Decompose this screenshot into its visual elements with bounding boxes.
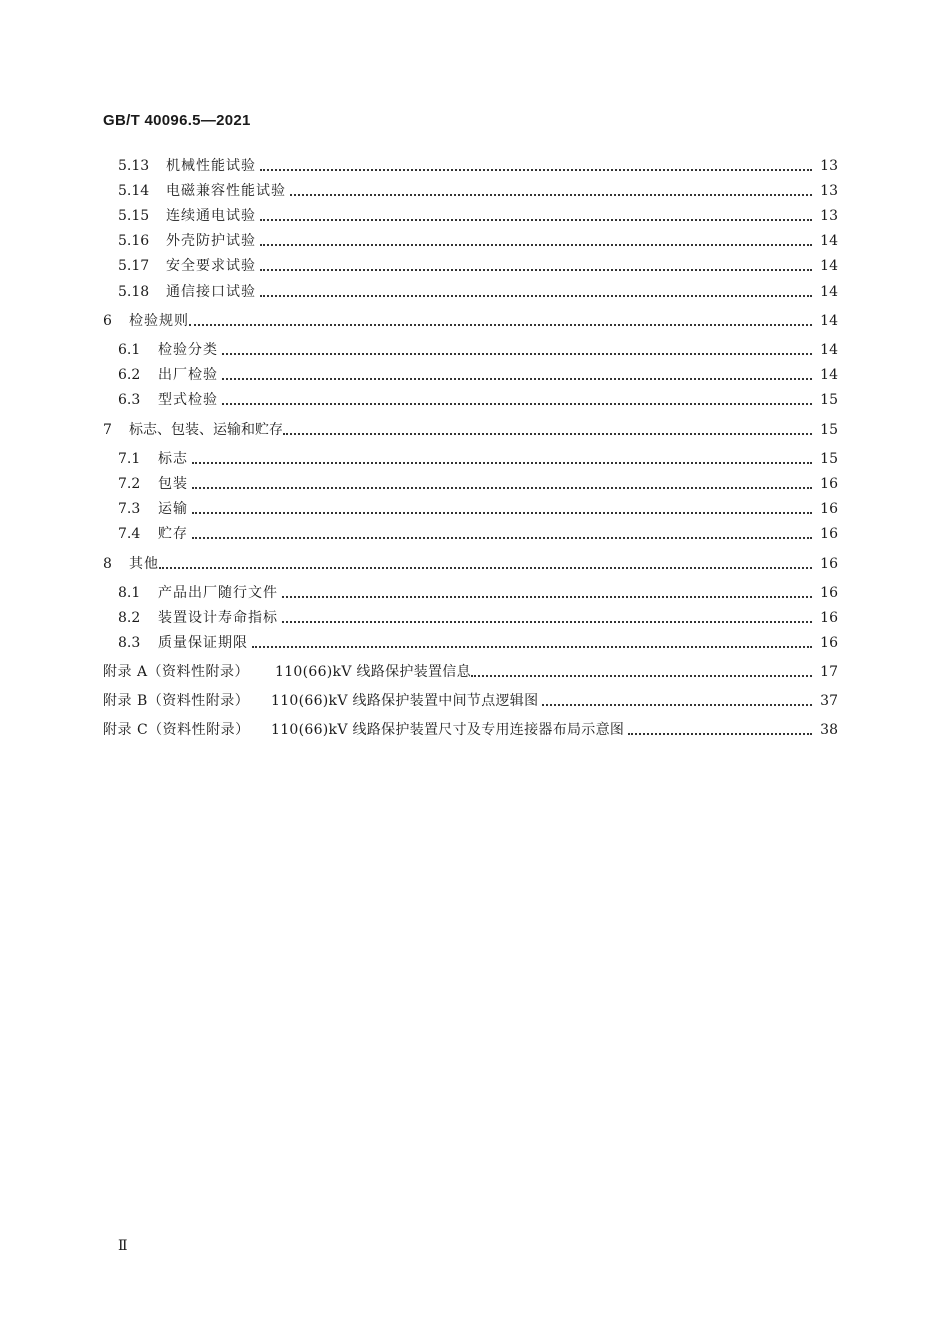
- toc-leader-dots: [192, 462, 812, 464]
- toc-entry-page: 15: [820, 422, 838, 438]
- toc-entry-page: 14: [820, 342, 838, 358]
- toc-leader-dots: [192, 537, 812, 539]
- toc-entry-page: 16: [820, 476, 838, 492]
- toc-entry-number: 7.4: [118, 526, 141, 542]
- toc-entry-number: 7: [103, 422, 112, 438]
- toc-entry-title: 110(66)kV 线路保护装置信息: [275, 664, 471, 680]
- toc-entry-5-14[interactable]: [118, 181, 838, 201]
- toc-entry-title: 装置设计寿命指标: [158, 610, 278, 626]
- toc-entry-page: 37: [820, 693, 838, 709]
- toc-leader-dots: [260, 169, 812, 171]
- toc-entry-number: 8: [103, 556, 112, 572]
- toc-entry-page: 16: [820, 585, 838, 601]
- toc-entry-7-2[interactable]: [118, 474, 838, 494]
- toc-entry-page: 13: [820, 158, 838, 174]
- toc-entry-title: 连续通电试验: [166, 208, 256, 224]
- toc-entry-8-3[interactable]: [118, 633, 838, 653]
- toc-entry-7-1[interactable]: [118, 449, 838, 469]
- toc-leader-dots: [222, 378, 812, 380]
- toc-leader-dots: [628, 733, 812, 735]
- toc-entry-5-15[interactable]: [118, 206, 838, 226]
- toc-entry-5-18[interactable]: [118, 282, 838, 302]
- toc-entry-page: 14: [820, 284, 838, 300]
- toc-entry-number: 5.18: [118, 284, 150, 300]
- toc-entry-number: 5.13: [118, 158, 150, 174]
- toc-entry-7[interactable]: [103, 420, 838, 440]
- toc-entry-title: 110(66)kV 线路保护装置中间节点逻辑图: [271, 693, 539, 709]
- toc-entry-7-4[interactable]: [118, 524, 838, 544]
- toc-entry-page: 14: [820, 313, 838, 329]
- toc-entry-number: 6.3: [118, 392, 141, 408]
- toc-entry-title: 型式检验: [158, 392, 218, 408]
- toc-leader-dots: [283, 433, 812, 435]
- toc-entry-page: 15: [820, 451, 838, 467]
- toc-entry-page: 14: [820, 367, 838, 383]
- toc-leader-dots: [260, 269, 812, 271]
- toc-entry-title: 检验分类: [158, 342, 218, 358]
- toc-entry-number: 5.17: [118, 258, 150, 274]
- toc-entry-title: 通信接口试验: [166, 284, 256, 300]
- toc-leader-dots: [222, 353, 812, 355]
- toc-leader-dots: [290, 194, 812, 196]
- toc-leader-dots: [260, 295, 812, 297]
- standard-code: GB/T 40096.5—2021: [103, 112, 251, 129]
- toc-entry-8[interactable]: [103, 554, 838, 574]
- toc-entry-6-1[interactable]: [118, 340, 838, 360]
- toc-entry-title: 标志、包装、运输和贮存: [129, 422, 283, 438]
- toc-entry-5-17[interactable]: [118, 256, 838, 276]
- toc-entry-number: 5.16: [118, 233, 150, 249]
- toc-entry-page: 14: [820, 258, 838, 274]
- toc-entry-number: 8.2: [118, 610, 141, 626]
- toc-entry-title: 产品出厂随行文件: [158, 585, 278, 601]
- toc-entry-5-16[interactable]: [118, 231, 838, 251]
- toc-entry-page: 13: [820, 208, 838, 224]
- toc-entry-number: 7.3: [118, 501, 141, 517]
- toc-entry-number: 附录 C（资料性附录）: [103, 722, 250, 738]
- toc-entry-title: 运输: [158, 501, 188, 517]
- toc-entry-number: 5.14: [118, 183, 150, 199]
- toc-entry-page: 16: [820, 526, 838, 542]
- toc-leader-dots: [260, 219, 812, 221]
- toc-entry-title: 安全要求试验: [166, 258, 256, 274]
- toc-entry-number: 附录 A（资料性附录）: [103, 664, 250, 680]
- toc-entry-title: 包装: [158, 476, 188, 492]
- toc-entry-title: 出厂检验: [158, 367, 218, 383]
- toc-entry-number: 8.3: [118, 635, 141, 651]
- toc-entry-number: 8.1: [118, 585, 141, 601]
- toc-entry-title: 其他: [129, 556, 159, 572]
- toc-entry-8-1[interactable]: [118, 583, 838, 603]
- toc-entry-number: 7.2: [118, 476, 141, 492]
- toc-entry-number: 附录 B（资料性附录）: [103, 693, 250, 709]
- toc-entry-title: 标志: [158, 451, 188, 467]
- toc-leader-dots: [222, 403, 812, 405]
- toc-leader-dots: [542, 704, 812, 706]
- toc-entry-title: 质量保证期限: [158, 635, 248, 651]
- toc-entry-page: 14: [820, 233, 838, 249]
- toc-leader-dots: [192, 512, 812, 514]
- toc-entry-6[interactable]: [103, 311, 838, 331]
- toc-leader-dots: [192, 487, 812, 489]
- toc-entry-title: 贮存: [158, 526, 188, 542]
- toc-entry-title: 110(66)kV 线路保护装置尺寸及专用连接器布局示意图: [271, 722, 625, 738]
- toc-entry-number: 5.15: [118, 208, 150, 224]
- toc-entry-6-2[interactable]: [118, 365, 838, 385]
- toc-entry-title: 外壳防护试验: [166, 233, 256, 249]
- toc-entry-title: 检验规则: [129, 313, 189, 329]
- toc-entry-number: 7.1: [118, 451, 141, 467]
- toc-entry-number: 6.2: [118, 367, 141, 383]
- toc-entry-title: 电磁兼容性能试验: [166, 183, 286, 199]
- toc-entry-page: 16: [820, 501, 838, 517]
- toc-entry-number: 6: [103, 313, 112, 329]
- toc-entry-appendix-c[interactable]: [103, 720, 838, 740]
- toc-entry-7-3[interactable]: [118, 499, 838, 519]
- toc-entry-6-3[interactable]: [118, 390, 838, 410]
- toc-leader-dots: [471, 675, 812, 677]
- toc-entry-appendix-a[interactable]: [103, 662, 838, 682]
- toc-entry-page: 16: [820, 556, 838, 572]
- page-number: Ⅱ: [118, 1238, 128, 1254]
- toc-entry-5-13[interactable]: [118, 156, 838, 176]
- toc-entry-title: 机械性能试验: [166, 158, 256, 174]
- toc-entry-page: 16: [820, 610, 838, 626]
- toc-entry-page: 13: [820, 183, 838, 199]
- toc-entry-appendix-b[interactable]: [103, 691, 838, 711]
- toc-leader-dots: [159, 567, 812, 569]
- toc-entry-page: 38: [820, 722, 838, 738]
- toc-entry-number: 6.1: [118, 342, 141, 358]
- toc-leader-dots: [189, 324, 812, 326]
- toc-entry-8-2[interactable]: [118, 608, 838, 628]
- toc-leader-dots: [260, 244, 812, 246]
- toc-entry-page: 15: [820, 392, 838, 408]
- toc-leader-dots: [282, 596, 812, 598]
- toc-leader-dots: [282, 621, 812, 623]
- toc-leader-dots: [252, 646, 812, 648]
- toc-entry-page: 17: [820, 664, 838, 680]
- toc-entry-page: 16: [820, 635, 838, 651]
